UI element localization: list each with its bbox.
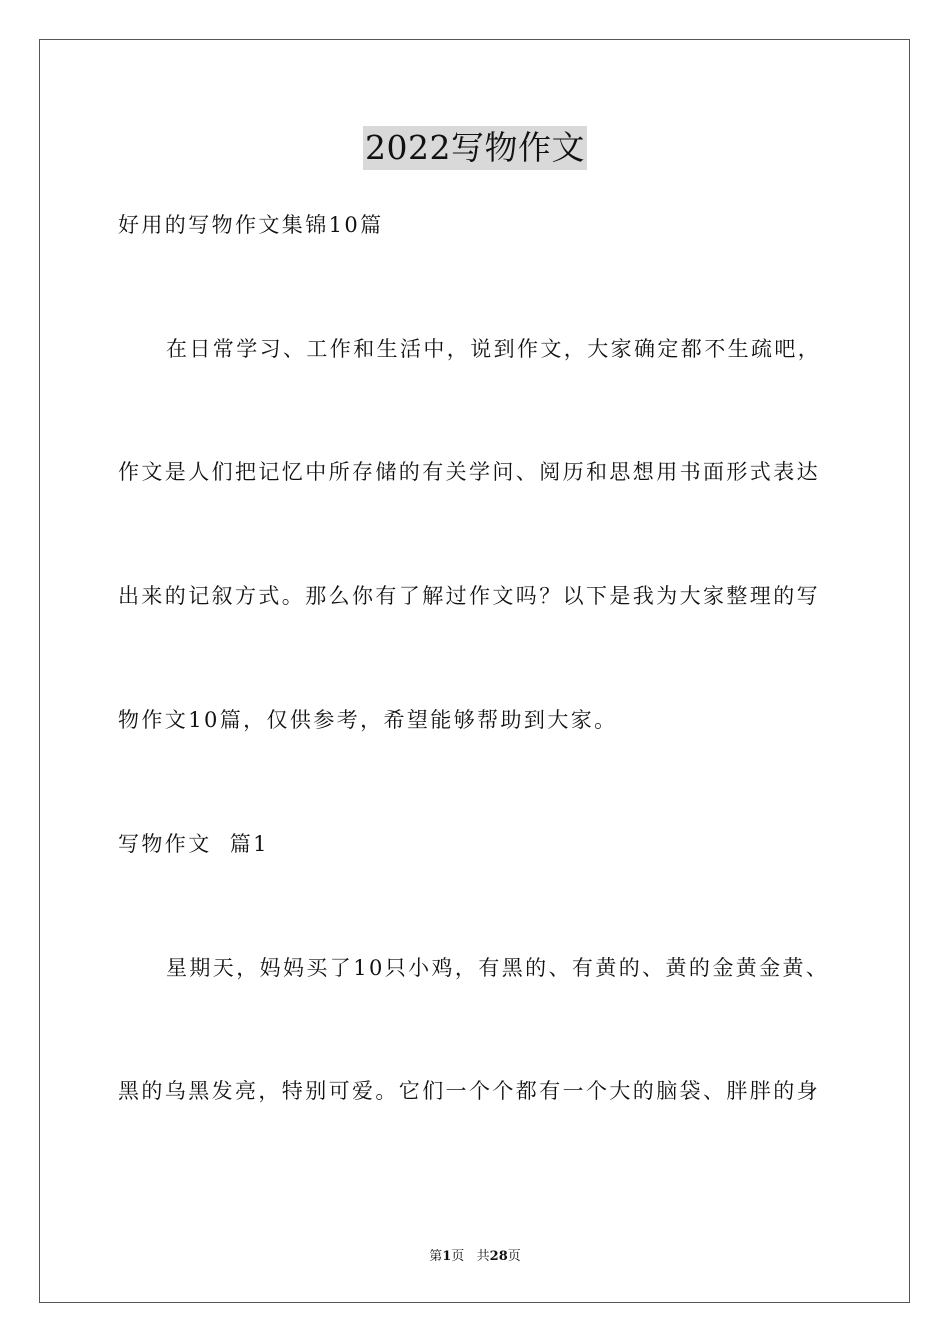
footer-page-mid: 页 共 (451, 1249, 490, 1264)
intro-line-1: 在日常学习、工作和生活中，说到作文，大家确定都不生疏吧， (166, 337, 822, 361)
document-subtitle: 好用的写物作文集锦10篇 (118, 213, 384, 237)
section-heading: 写物作文 篇1 (118, 832, 269, 856)
document-title: 2022写物作文 (363, 126, 587, 170)
intro-line-3: 出来的记叙方式。那么你有了解过作文吗？以下是我为大家整理的写 (118, 584, 820, 608)
intro-line-4: 物作文10篇，仅供参考，希望能够帮助到大家。 (118, 708, 618, 732)
body-line-1: 星期天，妈妈买了10只小鸡，有黑的、有黄的、黄的金黄金黄、 (166, 956, 830, 980)
body-line-2: 黑的乌黑发亮，特别可爱。它们一个个都有一个大的脑袋、胖胖的身 (118, 1079, 820, 1103)
footer-page-prefix: 第 (429, 1249, 443, 1264)
footer-page-current: 1 (442, 1249, 452, 1264)
footer-page-suffix: 页 (507, 1249, 521, 1264)
footer-page-total: 28 (489, 1249, 508, 1264)
intro-line-2: 作文是人们把记忆中所存储的有关学问、阅历和思想用书面形式表达 (118, 460, 820, 484)
document-title-wrapper (0, 126, 950, 170)
page-footer (0, 1248, 950, 1266)
